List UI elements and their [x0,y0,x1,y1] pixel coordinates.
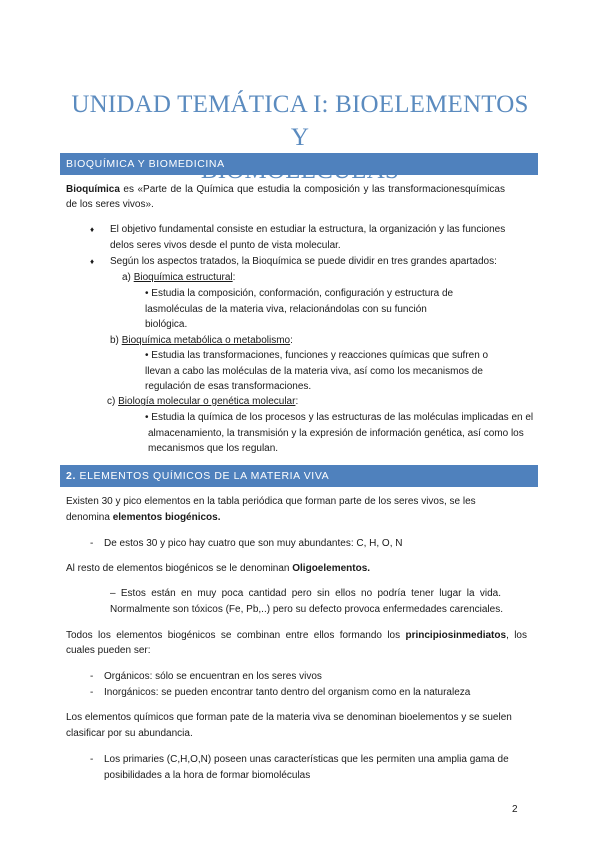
dash-item-organicos: Orgánicos: sólo se encuentran en los seres vivos [104,671,322,682]
dash-item-abundantes: De estos 30 y pico hay cuatro que son muy abundantes: C, H, O, N [104,538,403,549]
section-heading-bioquimica: BIOQUÍMICA Y BIOMEDICINA [60,153,538,175]
subsection-b-line-1: • Estudia las transformaciones, funciones y reacciones químicas que sufren o [145,350,489,361]
bullet-1-line-2: delos seres vivos desde el punto de vista molecular. [110,240,341,251]
term-elementos-biogenicos: elementos biogénicos. [112,512,221,523]
page-number: 2 [512,804,518,815]
subsection-c-line-1: • Estudia la química de los procesos y las estructuras de las moléculas implicadas en el [145,412,534,423]
definition-text: es «Parte de la Química que estudia la composición y las transformacionesquímicas [119,184,505,195]
dash-marker: - [90,538,94,549]
paragraph-3-text: Todos los elementos biogénicos se combinan entre ellos formando los [66,630,406,641]
subsection-a-line-3: biológica. [145,319,188,330]
paragraph-1-text: denomina [66,512,113,523]
dash-marker: - [90,671,94,682]
paragraph-4-line-1: Los elementos químicos que forman pate de la materia viva se denominan bioelementos y se suelen [66,712,512,723]
oligo-line-1: – Estos están en muy poca cantidad pero sin ellos no podría tener lugar la vida. [110,588,501,599]
bullet-2-line-1: Según los aspectos tratados, la Bioquímica se puede dividir en tres grandes apartados: [110,256,497,267]
subsection-c: c) Biología molecular o genética molecular: [107,396,299,407]
title-line-1: UNIDAD TEMÁTICA I: BIOELEMENTOS Y [71,91,529,151]
paragraph-2-text: Al resto de elementos biogénicos se le denominan [66,563,293,574]
subsection-c-line-2: almacenamiento, la transmisión y la expresión de información genética, así como los [148,428,524,439]
oligo-line-2: Normalmente son tóxicos (Fe, Pb,..) pero su defecto provoca enfermedades carenciales. [110,604,503,615]
paragraph-4-line-2: clasificar por su abundancia. [66,728,193,739]
subsection-b-marker: b) [110,335,119,346]
definition-line-2: de los seres vivos». [66,199,154,210]
section-heading-text: ELEMENTOS QUÍMICOS DE LA MATERIA VIVA [75,470,330,482]
subsection-a-marker: a) [122,272,131,283]
bullet-diamond-icon: ♦ [90,225,95,234]
subsection-c-title: Biología molecular o genética molecular [118,396,296,407]
subsection-b-title: Bioquímica metabólica o metabolismo [121,335,291,346]
subsection-a-line-1: • Estudia la composición, conformación, configuración y estructura de [145,288,454,299]
paragraph-3-text-end: , los [506,630,527,641]
subsection-b-line-3: regulación de esas transformaciones. [145,381,312,392]
bullet-1-line-1: El objetivo fundamental consiste en estudiar la estructura, la organización y las funciones [110,224,506,235]
paragraph-3-line-2: cuales pueden ser: [66,645,151,656]
subsection-a-title: Bioquímica estructural [133,272,233,283]
dash-item-primaries-line-2: posibilidades a la hora de formar biomoléculas [104,770,311,781]
dash-item-inorganicos: Inorgánicos: se pueden encontrar tanto dentro del organism como en la naturaleza [104,687,471,698]
paragraph-3-line-1 [66,629,527,643]
dash-item-primaries-line-1: Los primaries (C,H,O,N) poseen unas características que les permiten una amplia gama de [104,754,509,765]
definition-term: Bioquímica [66,184,120,195]
subsection-b: b) Bioquímica metabólica o metabolismo: [110,335,293,346]
subsection-b-line-2: llevan a cabo las moléculas de la materia viva, así como los mecanismos de [145,366,483,377]
dash-marker: - [90,687,94,698]
term-principios-inmediatos: principiosinmediatos [405,630,507,641]
paragraph-1-line-1: Existen 30 y pico elementos en la tabla periódica que forman parte de los seres vivos, se les [66,496,476,507]
subsection-a: a) Bioquímica estructural: [122,272,236,283]
bullet-diamond-icon: ♦ [90,257,95,266]
subsection-c-marker: c) [107,396,116,407]
paragraph-2 [66,562,370,576]
paragraph-1-line-2 [66,511,221,525]
subsection-c-line-3: mecanismos que los regulan. [148,443,279,454]
dash-marker: - [90,754,94,765]
subsection-a-line-2: lasmoléculas de la materia viva, relacionándolas con su función [145,304,427,315]
term-oligoelementos: Oligoelementos. [292,563,371,574]
section-heading-number: 2. [66,470,76,482]
definition-line-1 [66,183,505,197]
section-heading-elementos [60,465,538,487]
